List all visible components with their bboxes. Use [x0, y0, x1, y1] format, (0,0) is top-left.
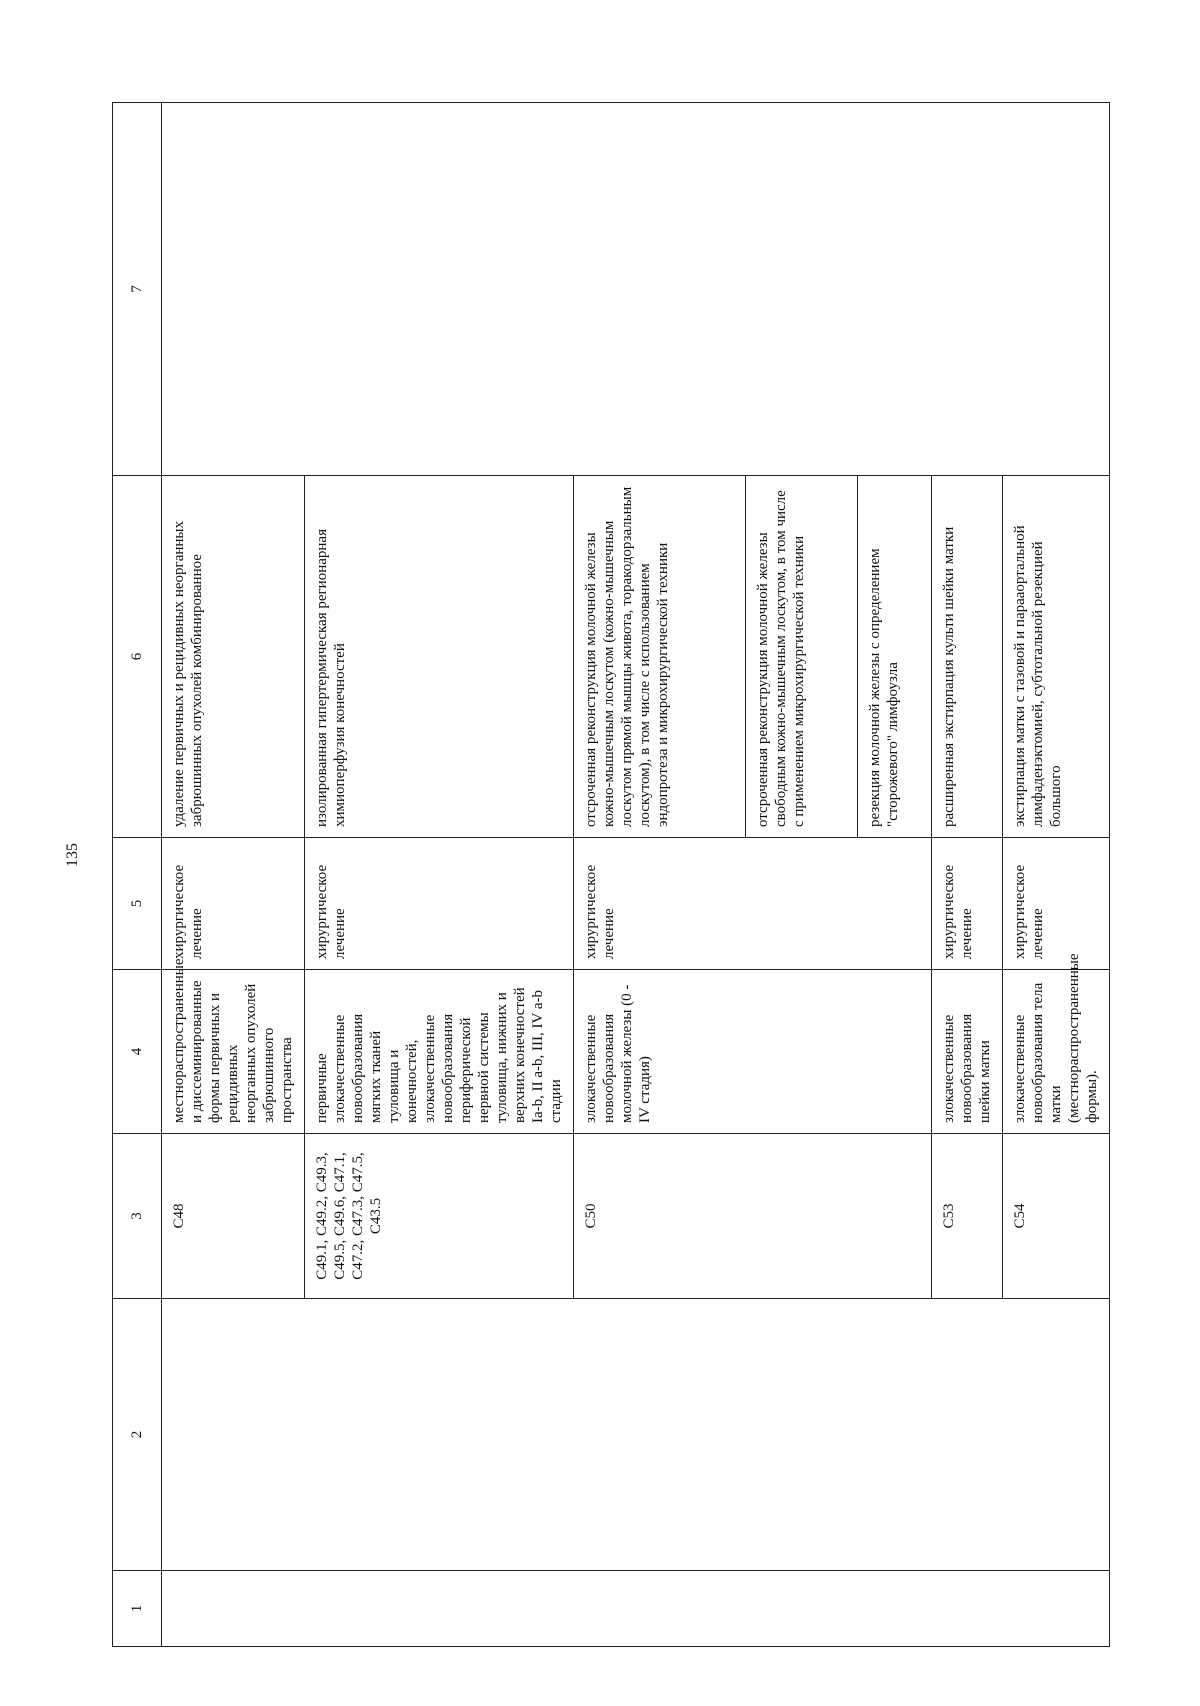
column-header-7: 7 — [113, 103, 162, 476]
treatment-method: резекция молочной железы с определением "сторожевого" лимфоузла — [858, 476, 932, 838]
diagnosis-description: злокачественные новообразования молочной железы (0 - IV стадия) — [574, 970, 932, 1134]
diagnosis-description: злокачественные новообразования тела матки (местнораспространенные формы). — [1003, 970, 1110, 1134]
table-row — [162, 103, 305, 1647]
treatment-table — [112, 102, 1110, 1647]
treatment-method: изолированная гипертермическая регионарная химиоперфузия конечностей — [305, 476, 574, 838]
treatment-type: хирургическое лечение — [574, 838, 932, 970]
treatment-type: хирургическое лечение — [162, 838, 305, 970]
treatment-method: отсроченная реконструкция молочной железы кожно-мышечным лоскутом (кожно-мышечным лоскутом прямой мышцы живота, торакодорзальным лоскутом), в том числе с использованием эндопротеза и микрохирургической техники — [574, 476, 746, 838]
treatment-type: хирургическое лечение — [305, 838, 574, 970]
treatment-method: отсроченная реконструкция молочной железы свободным кожно-мышечным лоскутом, в том числе с применением микрохирургической техники — [746, 476, 858, 838]
landscape-content — [110, 100, 1200, 1650]
treatment-method: расширенная экстирпация культи шейки матки — [932, 476, 1003, 838]
diagnosis-description: первичные злокачественные новообразования мягких тканей туловища и конечностей, злокачественные новообразования периферической нервной системы туловища, нижних и верхних конечностей Ia-b, II a-b, III, IV a-b стадии — [305, 970, 574, 1134]
column-header-2: 2 — [113, 1299, 162, 1571]
diagnosis-code: C53 — [932, 1134, 1003, 1299]
treatment-method: экстирпация матки с тазовой и парааортальной лимфаденэктомией, субтотальной резекцией большого — [1003, 476, 1110, 838]
diagnosis-description: местнораспространенные и диссеминированные формы первичных и рецидивных неорганных опухолей забрюшинного пространства — [162, 970, 305, 1134]
column-header-5: 5 — [113, 838, 162, 970]
diagnosis-code: C48 — [162, 1134, 305, 1299]
treatment-method: удаление первичных и рецидивных неорганных забрюшинных опухолей комбинированное — [162, 476, 305, 838]
diagnosis-description: злокачественные новообразования шейки матки — [932, 970, 1003, 1134]
diagnosis-code: C54 — [1003, 1134, 1110, 1299]
column-header-1: 1 — [113, 1571, 162, 1647]
cell-col1 — [162, 1571, 1110, 1647]
column-header-3: 3 — [113, 1134, 162, 1299]
treatment-type: хирургическое лечение — [1003, 838, 1110, 970]
diagnosis-code: C49.1, C49.2, C49.3, C49.5, C49.6, C47.1, C47.2, C47.3, C47.5, C43.5 — [305, 1134, 574, 1299]
page-number: 135 — [64, 843, 81, 867]
cell-col7 — [162, 103, 1110, 476]
cell-col2 — [162, 1299, 1110, 1571]
header-row — [113, 103, 162, 1647]
column-header-6: 6 — [113, 476, 162, 838]
treatment-type: хирургическое лечение — [932, 838, 1003, 970]
diagnosis-code: C50 — [574, 1134, 932, 1299]
column-header-4: 4 — [113, 970, 162, 1134]
rotated-page — [110, 100, 1200, 1650]
